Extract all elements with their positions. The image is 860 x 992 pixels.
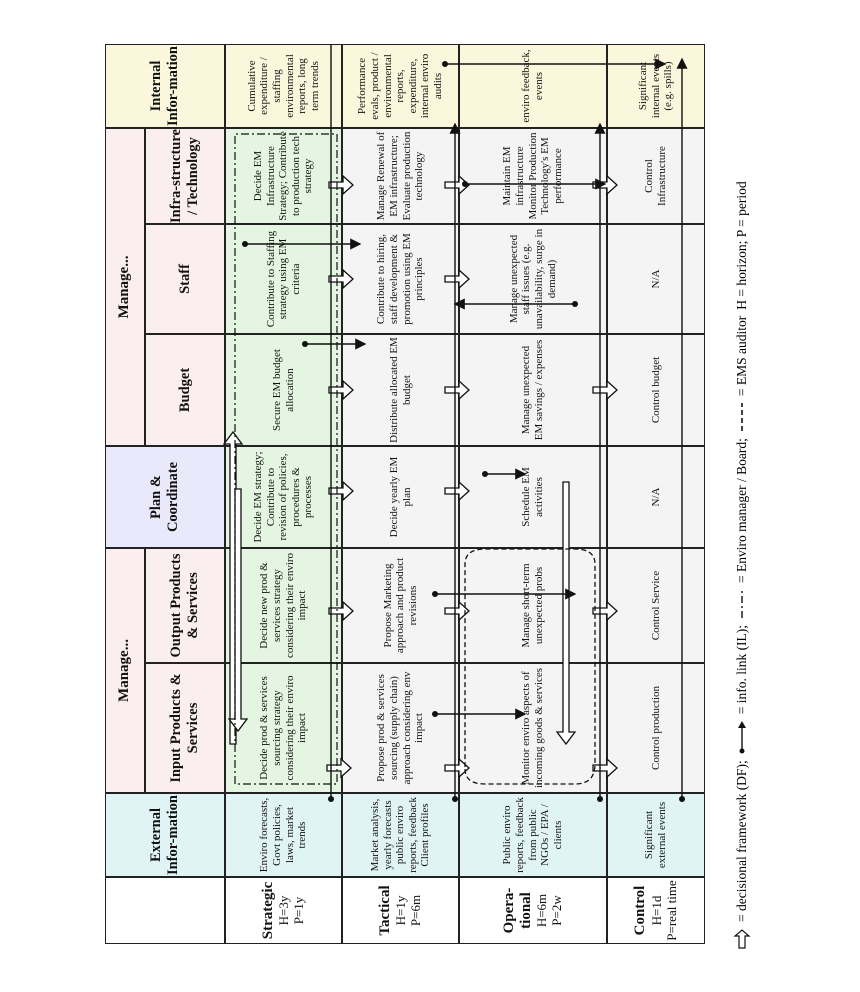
cell-control-output: Control Service: [607, 548, 705, 663]
cell-control-internal: Significant internal events (e.g. spills): [607, 44, 705, 128]
row-operational-period: P=2w: [549, 895, 565, 926]
legend-il: = info. link (IL);: [734, 624, 749, 715]
row-operational-name: Opera-tional: [500, 887, 535, 934]
cell-operational-staff: Manage unexpected staff issues (e.g. unavailability, surge in demand): [459, 224, 607, 334]
cell-control-plan: N/A: [607, 446, 705, 548]
cell-strategic-external: Enviro forecasts, Govt policies, laws, market trends: [225, 793, 342, 877]
cell-operational-infra: Maintain EM infrastructure Monitor Production Technology's EM performance: [459, 128, 607, 224]
row-control-name: Control: [632, 885, 649, 936]
col-plan-header: Plan & Coordinate: [105, 446, 225, 548]
cell-strategic-output: Decide new prod & services strategy considering their enviro impact: [225, 548, 342, 663]
cell-tactical-staff: Contribute to hiring, staff development & promotion using EM principles: [342, 224, 459, 334]
legend-auditor: = EMS auditor: [734, 315, 749, 397]
cell-operational-plan: Schedule EM activities: [459, 446, 607, 548]
row-strategic-name: Strategic: [259, 881, 276, 940]
cell-strategic-infra: Decide EM Infrastructure Strategy; Contribute to production tech strategy: [225, 128, 342, 224]
cell-tactical-budget: Distribute allocated EM budget: [342, 334, 459, 446]
cell-control-input: Control production: [607, 663, 705, 793]
row-strategic-horizon: H=3y: [276, 895, 292, 926]
col-input-header: Input Products & Services: [145, 663, 225, 793]
legend-horizon-period: H = horizon; P = period: [734, 181, 749, 310]
cell-operational-output: Manage short-term unexpected probs: [459, 548, 607, 663]
cell-operational-budget: Manage unexpected EM savings / expenses: [459, 334, 607, 446]
cell-strategic-input: Decide prod & services sourcing strategy considering their enviro impact: [225, 663, 342, 793]
cell-operational-input: Monitor enviro aspects of incoming goods & services: [459, 663, 607, 793]
row-control-header: [607, 877, 705, 944]
cell-tactical-infra: Manage Renewal of EM infrastructure; Evaluate production technology: [342, 128, 459, 224]
cell-control-infra: Control Infrastructure: [607, 128, 705, 224]
cell-control-external: Significant external events: [607, 793, 705, 877]
cell-strategic-budget: Secure EM budget allocation: [225, 334, 342, 446]
corner-cell: [105, 877, 225, 944]
legend: [727, 40, 757, 950]
cell-strategic-staff: Contribute to Staffing strategy using EM criteria: [225, 224, 342, 334]
col-budget-header: Budget: [145, 334, 225, 446]
df-legend-icon: [733, 928, 751, 950]
legend-em: = Enviro manager / Board;: [734, 438, 749, 583]
cell-operational-external: Public enviro reports, feedback from public NGOs / EPA / clients: [459, 793, 607, 877]
cell-control-budget: Control budget: [607, 334, 705, 446]
row-strategic-header: [225, 877, 342, 944]
group-manage-top: Manage...: [105, 128, 145, 446]
cell-strategic-plan: Decide EM strategy; Contribute to revision of policies, procedures & processes: [225, 446, 342, 548]
cell-control-staff: N/A: [607, 224, 705, 334]
row-strategic-period: P=1y: [291, 896, 307, 925]
row-tactical-horizon: H=1y: [393, 895, 409, 926]
cell-tactical-output: Propose Marketing approach and product revisions: [342, 548, 459, 663]
legend-df: = decisional framework (DF);: [734, 760, 749, 922]
em-legend-icon: [738, 589, 746, 619]
row-tactical-name: Tactical: [376, 885, 393, 936]
col-infra-header: Infra-structure / Technology: [145, 128, 225, 224]
col-internal-header: Internal Infor-mation: [105, 44, 225, 128]
cell-tactical-internal: Performance evals, product / environmental reports, expenditure, internal enviro audits: [342, 44, 459, 128]
cell-tactical-external: Market analysis, yearly forecasts public enviro reports, feedback Client profiles: [342, 793, 459, 877]
cell-tactical-plan: Decide yearly EM plan: [342, 446, 459, 548]
auditor-legend-icon: [738, 402, 746, 432]
col-staff-header: Staff: [145, 224, 225, 334]
il-legend-icon: [736, 720, 748, 754]
row-tactical-header: [342, 877, 459, 944]
col-output-header: Output Products & Services: [145, 548, 225, 663]
row-control-horizon: H=1d: [648, 895, 664, 926]
row-operational-header: [459, 877, 607, 944]
row-control-period: P=real time: [663, 880, 679, 941]
cell-strategic-internal: Cumulative expenditure / staffing environmental reports, long term trends: [225, 44, 342, 128]
cell-operational-internal: enviro feedback, events: [459, 44, 607, 128]
decision-framework-table: [105, 44, 705, 944]
col-external-header: External Infor-mation: [105, 793, 225, 877]
group-manage-left: Manage...: [105, 548, 145, 793]
cell-tactical-input: Propose prod & services sourcing (supply chain) approach considering env impact: [342, 663, 459, 793]
row-tactical-period: P=6m: [408, 894, 424, 927]
row-operational-horizon: H=6m: [534, 893, 550, 928]
